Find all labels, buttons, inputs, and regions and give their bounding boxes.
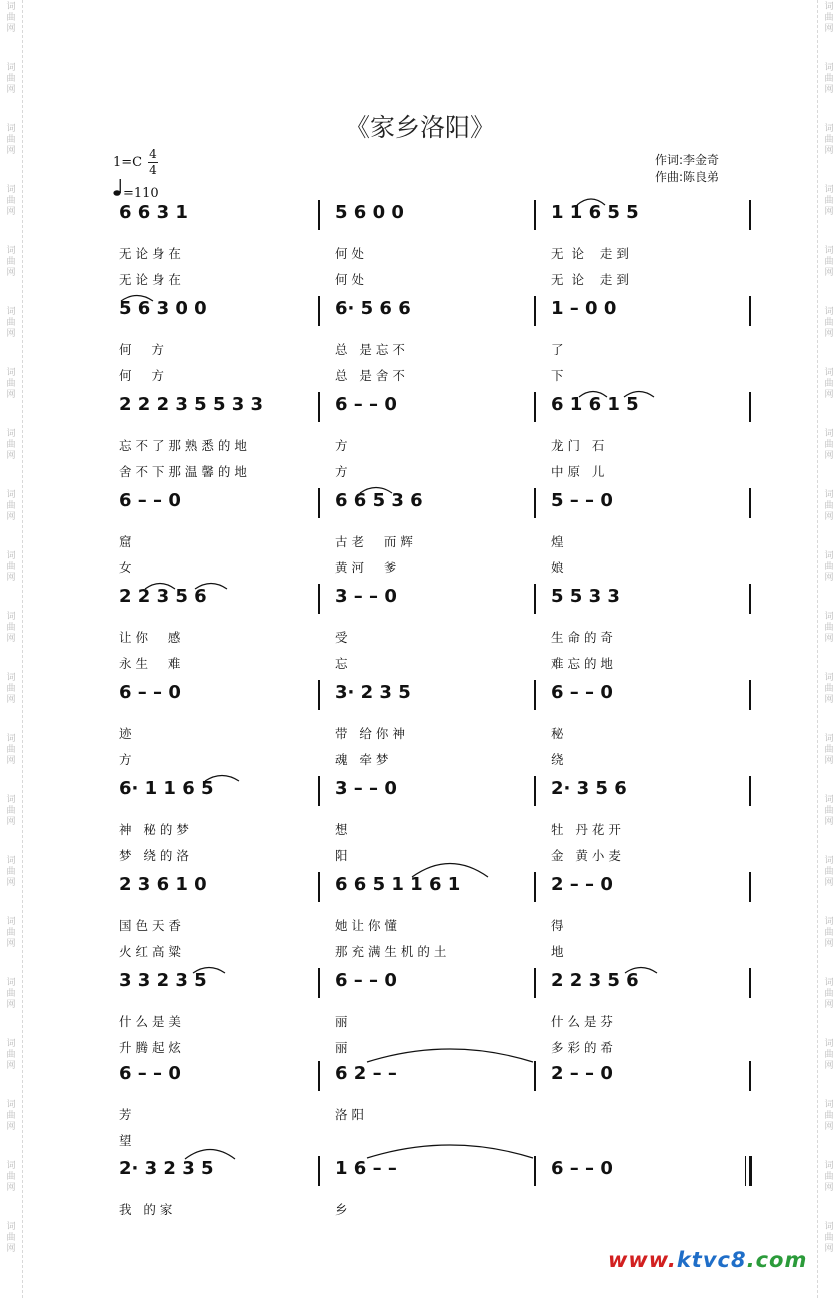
final-bar-thick <box>749 1156 752 1186</box>
left-watermark-strip <box>0 0 23 1298</box>
lyric-verse-1: 煌 <box>551 534 564 549</box>
watermark-text: 词 曲 网 <box>824 2 834 34</box>
watermark-text: 词 曲 网 <box>6 1222 16 1254</box>
bar-line <box>749 392 751 422</box>
lyric-verse-2: 何 处 <box>335 272 364 287</box>
lyric-verse-1: 无 论 走 到 <box>551 246 629 261</box>
time-signature-top: 4 <box>149 147 157 161</box>
measure-notes: 6 1 6 1 5 <box>551 394 639 415</box>
bar-line <box>534 1156 536 1186</box>
lyric-verse-2: 难 忘 的 地 <box>551 656 613 671</box>
watermark-text: 词 曲 网 <box>824 795 834 827</box>
bar-line <box>749 584 751 614</box>
lyric-verse-1: 牡 丹 花 开 <box>551 822 621 837</box>
lyric-verse-2: 丽 <box>335 1040 348 1055</box>
lyric-verse-2: 魂 牵 梦 <box>335 752 389 767</box>
measure-notes: 5 6 0 0 <box>335 202 404 223</box>
lyric-verse-1: 芳 <box>119 1107 132 1122</box>
bar-line <box>749 968 751 998</box>
lyric-verse-1: 让 你 感 <box>119 630 181 645</box>
measure-notes: 6 – – 0 <box>119 490 181 511</box>
lyric-verse-2: 望 <box>119 1133 132 1148</box>
lyric-verse-1: 丽 <box>335 1014 348 1029</box>
lyric-verse-1: 何 方 <box>119 342 164 357</box>
measure-notes: 3 – – 0 <box>335 586 397 607</box>
lyric-verse-1: 受 <box>335 630 348 645</box>
bar-line <box>534 200 536 230</box>
measure-notes: 6 – – 0 <box>551 682 613 703</box>
lyric-verse-1: 什 么 是 美 <box>119 1014 181 1029</box>
watermark-text: 词 曲 网 <box>824 856 834 888</box>
watermark-text: 词 曲 网 <box>6 368 16 400</box>
bar-line <box>318 872 320 902</box>
measure-notes: 2 3 6 1 0 <box>119 874 207 895</box>
key-signature: 1=C <box>113 155 143 170</box>
bar-line <box>749 200 751 230</box>
bar-line <box>318 488 320 518</box>
lyricist: 作词:李金奇 <box>655 153 720 167</box>
lyric-verse-2: 无 论 走 到 <box>551 272 629 287</box>
lyric-verse-1: 窟 <box>119 534 132 549</box>
bar-line <box>534 680 536 710</box>
lyric-verse-2: 多 彩 的 希 <box>551 1040 613 1055</box>
lyric-verse-1: 得 <box>551 918 564 933</box>
measure-notes: 3 – – 0 <box>335 778 397 799</box>
lyric-verse-1: 迹 <box>119 726 132 741</box>
right-watermark-strip <box>817 0 840 1298</box>
measure-notes: 2 – – 0 <box>551 1063 613 1084</box>
watermark-text: 词 曲 网 <box>6 246 16 278</box>
lyric-verse-2: 无 论 身 在 <box>119 272 181 287</box>
bar-line <box>534 1061 536 1091</box>
lyric-verse-2: 方 <box>335 464 348 479</box>
watermark-text: 词 曲 网 <box>824 429 834 461</box>
lyric-verse-1: 乡 <box>335 1202 348 1217</box>
bar-line <box>318 968 320 998</box>
watermark-text: 词 曲 网 <box>6 1100 16 1132</box>
measure-notes: 6 – – 0 <box>335 394 397 415</box>
measure-notes: 6 – – 0 <box>119 682 181 703</box>
measure-notes: 5 – – 0 <box>551 490 613 511</box>
watermark-text: 词 曲 网 <box>6 63 16 95</box>
watermark-text: 词 曲 网 <box>824 368 834 400</box>
measure-notes: 2 2 3 5 6 <box>551 970 639 991</box>
lyric-verse-1: 方 <box>335 438 348 453</box>
lyric-verse-2: 升 腾 起 炫 <box>119 1040 181 1055</box>
measure-notes: 2 2 3 5 6 <box>119 586 207 607</box>
lyric-verse-1: 龙 门 石 <box>551 438 605 453</box>
lyric-verse-2: 金 黄 小 麦 <box>551 848 621 863</box>
measure-notes: 6 – – 0 <box>119 1063 181 1084</box>
watermark-text: 词 曲 网 <box>6 1161 16 1193</box>
lyric-verse-2: 娘 <box>551 560 564 575</box>
watermark-text: 词 曲 网 <box>6 978 16 1010</box>
measure-notes: 6 6 5 1 1 6 1 <box>335 874 461 895</box>
watermark-text: 词 曲 网 <box>6 795 16 827</box>
measure-notes: 3 3 2 3 5 <box>119 970 207 991</box>
watermark-text: 词 曲 网 <box>824 490 834 522</box>
watermark-text: 词 曲 网 <box>6 2 16 34</box>
measure-notes: 1 – 0 0 <box>551 298 617 319</box>
watermark-text: 词 曲 网 <box>824 734 834 766</box>
lyric-verse-2: 何 方 <box>119 368 164 383</box>
watermark-text: 词 曲 网 <box>6 1039 16 1071</box>
watermark-text: 词 曲 网 <box>6 917 16 949</box>
lyric-verse-2: 下 <box>551 368 564 383</box>
watermark-text: 词 曲 网 <box>6 307 16 339</box>
bar-line <box>749 296 751 326</box>
watermark-text: 词 曲 网 <box>6 185 16 217</box>
composer: 作曲:陈良弟 <box>655 170 720 184</box>
measure-notes: 3· 2 3 5 <box>335 682 411 703</box>
bar-line <box>318 1156 320 1186</box>
lyric-verse-1: 生 命 的 奇 <box>551 630 613 645</box>
lyric-verse-2: 梦 绕 的 洛 <box>119 848 189 863</box>
measure-notes: 2· 3 5 6 <box>551 778 627 799</box>
watermark-text: 词 曲 网 <box>824 551 834 583</box>
logo-prefix: www. <box>608 1248 677 1272</box>
bar-line <box>318 584 320 614</box>
tempo-value: =110 <box>123 186 159 201</box>
watermark-text: 词 曲 网 <box>824 185 834 217</box>
lyric-verse-2: 黄 河 爹 <box>335 560 397 575</box>
watermark-text: 词 曲 网 <box>824 1161 834 1193</box>
bar-line <box>318 392 320 422</box>
bar-line <box>534 872 536 902</box>
bar-line <box>749 488 751 518</box>
logo-suffix: .com <box>746 1248 808 1272</box>
lyric-verse-1: 古 老 而 辉 <box>335 534 413 549</box>
watermark-text: 词 曲 网 <box>824 1100 834 1132</box>
lyric-verse-1: 总 是 忘 不 <box>335 342 405 357</box>
bar-line <box>534 392 536 422</box>
watermark-text: 词 曲 网 <box>824 978 834 1010</box>
bar-line <box>318 200 320 230</box>
measure-notes: 6 – – 0 <box>335 970 397 991</box>
measure-notes: 6 2 – – <box>335 1063 397 1084</box>
watermark-text: 词 曲 网 <box>6 856 16 888</box>
watermark-text: 词 曲 网 <box>6 490 16 522</box>
watermark-text: 词 曲 网 <box>6 612 16 644</box>
measure-notes: 2· 3 2 3 5 <box>119 1158 214 1179</box>
lyric-verse-1: 她 让 你 懂 <box>335 918 397 933</box>
bar-line <box>749 1061 751 1091</box>
lyric-verse-2: 中 原 儿 <box>551 464 605 479</box>
watermark-text: 词 曲 网 <box>824 63 834 95</box>
measure-notes: 6· 1 1 6 5 <box>119 778 214 799</box>
bar-line <box>318 776 320 806</box>
bar-line <box>318 680 320 710</box>
lyric-verse-1: 什 么 是 芬 <box>551 1014 613 1029</box>
measure-notes: 5 6 3 0 0 <box>119 298 207 319</box>
bar-line <box>749 872 751 902</box>
bar-line <box>534 584 536 614</box>
lyric-verse-2: 舍 不 下 那 温 馨 的 地 <box>119 464 247 479</box>
tempo-marking <box>113 179 159 201</box>
lyric-verse-1: 想 <box>335 822 348 837</box>
lyric-verse-2: 地 <box>551 944 564 959</box>
logo-brand: ktvc8 <box>676 1248 747 1272</box>
lyric-verse-1: 国 色 天 香 <box>119 918 181 933</box>
bar-line <box>749 680 751 710</box>
lyric-verse-1: 我 的 家 <box>119 1202 173 1217</box>
watermark-text: 词 曲 网 <box>824 246 834 278</box>
measure-notes: 2 – – 0 <box>551 874 613 895</box>
lyric-verse-2: 火 红 高 粱 <box>119 944 181 959</box>
watermark-text: 词 曲 网 <box>824 917 834 949</box>
lyric-verse-2: 总 是 舍 不 <box>335 368 405 383</box>
watermark-text: 词 曲 网 <box>824 307 834 339</box>
lyric-verse-1: 带 给 你 神 <box>335 726 405 741</box>
quarter-note-icon <box>113 179 123 197</box>
lyric-verse-2: 绕 <box>551 752 564 767</box>
lyric-verse-2: 阳 <box>335 848 348 863</box>
lyric-verse-1: 秘 <box>551 726 564 741</box>
measure-notes: 5 5 3 3 <box>551 586 620 607</box>
measure-notes: 6 – – 0 <box>551 1158 613 1179</box>
lyric-verse-2: 永 生 难 <box>119 656 181 671</box>
watermark-text: 词 曲 网 <box>6 551 16 583</box>
bar-line <box>534 968 536 998</box>
bar-line <box>749 776 751 806</box>
lyric-verse-1: 忘 不 了 那 熟 悉 的 地 <box>119 438 247 453</box>
final-bar-thin <box>745 1156 746 1186</box>
measure-notes: 6· 5 6 6 <box>335 298 411 319</box>
bar-line <box>318 1061 320 1091</box>
site-logo <box>608 1248 807 1272</box>
lyric-verse-1: 何 处 <box>335 246 364 261</box>
bar-line <box>534 776 536 806</box>
watermark-text: 词 曲 网 <box>824 673 834 705</box>
measure-notes: 1 6 – – <box>335 1158 397 1179</box>
watermark-text: 词 曲 网 <box>6 429 16 461</box>
measure-notes: 1 1 6 5 5 <box>551 202 639 223</box>
measure-notes: 6 6 3 1 <box>119 202 188 223</box>
lyric-verse-1: 了 <box>551 342 564 357</box>
lyric-verse-1: 洛 阳 <box>335 1107 364 1122</box>
song-title: 《家乡洛阳》 <box>344 113 495 142</box>
watermark-text: 词 曲 网 <box>824 1222 834 1254</box>
measure-notes: 2 2 2 3 5 5 3 3 <box>119 394 264 415</box>
measure-notes: 6 6 5 3 6 <box>335 490 423 511</box>
time-signature-bottom: 4 <box>149 163 157 177</box>
lyric-verse-2: 女 <box>119 560 132 575</box>
lyric-verse-2: 方 <box>119 752 132 767</box>
lyric-verse-1: 无 论 身 在 <box>119 246 181 261</box>
watermark-text: 词 曲 网 <box>824 124 834 156</box>
lyric-verse-1: 神 秘 的 梦 <box>119 822 189 837</box>
lyric-verse-2: 忘 <box>335 656 348 671</box>
watermark-text: 词 曲 网 <box>6 673 16 705</box>
lyric-verse-2: 那 充 满 生 机 的 土 <box>335 944 447 959</box>
credits <box>655 152 719 186</box>
time-signature <box>146 147 160 178</box>
watermark-text: 词 曲 网 <box>6 734 16 766</box>
bar-line <box>318 296 320 326</box>
watermark-text: 词 曲 网 <box>824 1039 834 1071</box>
watermark-text: 词 曲 网 <box>824 612 834 644</box>
bar-line <box>534 296 536 326</box>
watermark-text: 词 曲 网 <box>6 124 16 156</box>
bar-line <box>534 488 536 518</box>
